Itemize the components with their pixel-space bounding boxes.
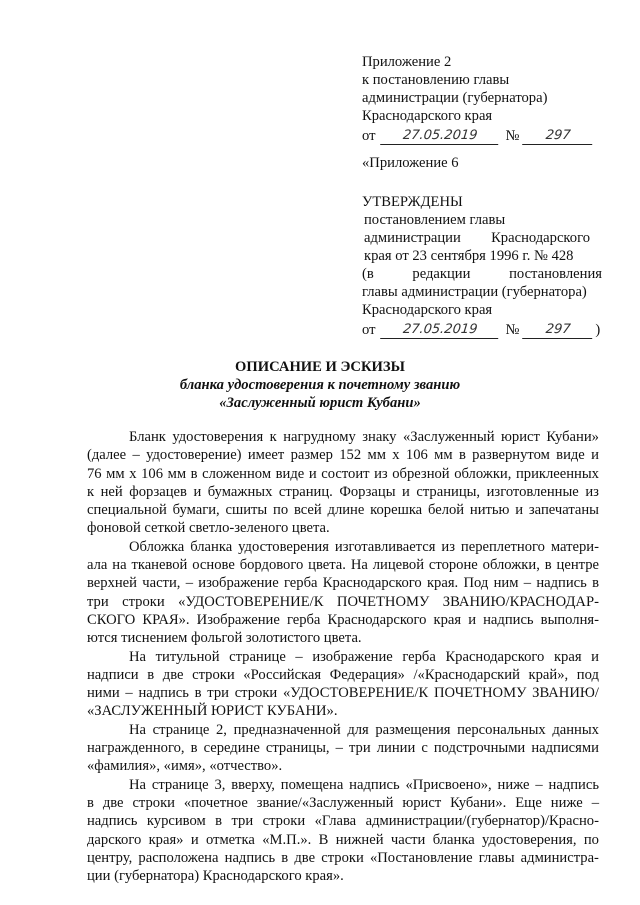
word: и <box>591 648 599 665</box>
appendix-block <box>362 53 602 145</box>
word: «УДОСТОВЕРЕНИЕ/К <box>282 685 429 702</box>
word: странице <box>151 776 209 793</box>
word: в <box>87 794 94 811</box>
word: бумажных <box>207 483 273 500</box>
word: три <box>231 813 254 830</box>
text-line <box>87 428 599 446</box>
word: три <box>349 740 371 757</box>
word: виде <box>556 447 585 464</box>
word: цвета. <box>308 557 346 574</box>
word: странице <box>152 721 210 738</box>
appendix-line: Краснодарского края <box>362 108 493 124</box>
word: из <box>585 483 599 500</box>
word: 76 <box>87 465 102 482</box>
word: 2, <box>216 721 227 738</box>
approved-line: главы администрации (губернатора) <box>362 284 587 300</box>
word: (далее <box>87 447 127 464</box>
word: – <box>535 776 543 793</box>
word: в <box>458 447 466 464</box>
word: – <box>295 648 303 665</box>
word: ними <box>87 685 120 702</box>
word: На <box>129 721 147 738</box>
word: приклеенных <box>515 465 599 482</box>
word: КРАЯ». <box>142 611 190 628</box>
word: белой <box>427 502 465 519</box>
word: дарского <box>87 831 142 848</box>
word: – <box>523 575 532 592</box>
word: 152 <box>339 447 362 464</box>
page-subtitle: бланка удостоверения к почетному званию <box>179 377 461 393</box>
word: в <box>190 465 198 482</box>
word: надпись <box>87 813 138 830</box>
word: в <box>215 813 223 830</box>
word: развернутом <box>472 447 550 464</box>
word: обложки, <box>454 465 512 482</box>
word: под <box>576 666 599 683</box>
word: бумаги, <box>172 502 220 519</box>
word: мм <box>367 447 386 464</box>
word: строки <box>192 666 235 683</box>
text-line <box>87 446 599 464</box>
close-paren: ) <box>595 322 601 338</box>
handwritten-date: 27.05.2019 <box>381 323 501 339</box>
word: строки <box>262 813 306 830</box>
word: «Присвоено», <box>405 776 492 793</box>
word: администрации/(губернатор)/Красно- <box>365 813 599 830</box>
word: надпись <box>138 685 189 702</box>
word: и <box>193 483 202 500</box>
approved-word: (в <box>362 266 374 282</box>
word: и <box>468 611 477 628</box>
word: три <box>87 593 109 610</box>
word: строки <box>321 849 364 866</box>
word: ниже <box>550 794 583 811</box>
word: сложенном <box>202 465 272 482</box>
text-line <box>87 538 599 556</box>
word: надписи <box>87 666 139 683</box>
word: по <box>273 502 289 519</box>
word: курсивом <box>146 813 206 830</box>
word: строки <box>122 593 165 610</box>
appendix-date-row <box>362 125 602 145</box>
text-line <box>87 465 599 483</box>
word: виде <box>275 465 305 482</box>
word: «Российская <box>243 666 322 683</box>
text-line <box>87 501 599 519</box>
word: администра- <box>520 849 599 866</box>
word: к <box>87 483 95 500</box>
word: удостоверение) <box>146 447 242 464</box>
approved-word: администрации <box>364 230 461 246</box>
word: удостоверения <box>172 429 264 445</box>
word: части, <box>142 575 181 592</box>
word: состоит <box>321 465 370 482</box>
text-line: «фамилия», «имя», «отчество». <box>87 758 283 775</box>
word: ЗВАНИЮ/КРАСНОДАР- <box>442 593 599 610</box>
word: ПОЧЕТНОМУ <box>336 593 430 610</box>
word: 106 <box>405 447 428 464</box>
word: размер <box>290 447 333 464</box>
word: всей <box>293 502 322 519</box>
approved-line: постановлением главы <box>364 212 506 228</box>
word: центру, <box>87 849 133 866</box>
word: «Постановление <box>369 849 473 866</box>
text-line <box>87 739 599 757</box>
word: и <box>190 831 199 848</box>
word: верхней <box>87 575 137 592</box>
word: обложки, <box>482 557 540 574</box>
word: строки <box>132 794 175 811</box>
word: герба <box>284 575 318 592</box>
word: страницы, <box>416 483 481 500</box>
word: изображение <box>312 648 393 665</box>
text-line <box>87 666 599 684</box>
text-line: фоновой сеткой светло-зеленого цвета. <box>87 520 330 537</box>
word: главы <box>478 849 515 866</box>
word: для <box>347 721 369 738</box>
word: – <box>185 575 193 592</box>
word: запечатаны <box>528 502 599 519</box>
word: имеет <box>247 447 285 464</box>
word: надпись <box>536 575 587 592</box>
word: обрезной <box>392 465 450 482</box>
word: строки <box>234 685 278 702</box>
word: ниже <box>497 776 530 793</box>
word: края <box>433 611 462 628</box>
word: х <box>392 447 400 464</box>
word: из <box>441 538 455 555</box>
word: матери- <box>550 538 599 555</box>
word: бланка <box>190 538 233 555</box>
word: титульной <box>155 648 220 665</box>
word: края. <box>426 575 459 592</box>
word: х <box>129 465 137 482</box>
word: На <box>129 648 147 665</box>
word: 3, <box>214 776 226 793</box>
word: надпись <box>483 611 534 628</box>
approved-heading: УТВЕРЖДЕНЫ <box>362 194 463 210</box>
word: с <box>421 740 428 757</box>
word: форзацев <box>129 483 187 500</box>
word: середине <box>203 740 260 757</box>
word: награжденного, <box>87 740 185 757</box>
word: части <box>390 831 426 848</box>
word: выполня- <box>540 611 599 628</box>
word: в <box>544 557 552 574</box>
word: «почетное <box>183 794 248 811</box>
word: мм <box>434 447 453 464</box>
word: и <box>308 465 317 482</box>
word: /«Краснодарский <box>413 666 520 683</box>
from-label: от <box>362 322 376 338</box>
word: длине <box>327 502 365 519</box>
word: герба <box>402 648 436 665</box>
approved-line <box>362 265 602 283</box>
word: специальной <box>87 502 167 519</box>
word: ПОЧЕТНОМУ <box>433 685 527 702</box>
paragraph-4 <box>87 721 599 776</box>
word: края <box>553 648 582 665</box>
word: и <box>591 447 599 464</box>
word: – <box>125 685 133 702</box>
word: Краснодарского <box>445 648 545 665</box>
word: – <box>132 447 140 464</box>
text-line <box>87 648 599 666</box>
word: центре <box>556 557 599 574</box>
word: сшиты <box>225 502 268 519</box>
approved-date-row <box>362 319 602 339</box>
text-line <box>87 831 599 849</box>
word: На <box>129 776 147 793</box>
word: надписями <box>531 740 599 757</box>
word: изготовленные <box>486 483 579 500</box>
number-label: № <box>505 128 520 144</box>
word: три <box>207 685 229 702</box>
word: надпись <box>548 776 599 793</box>
word: и <box>402 483 410 500</box>
word: две <box>102 794 124 811</box>
word: корешка <box>370 502 423 519</box>
word: звание/«Заслуженный <box>256 794 394 811</box>
word: нитью <box>469 502 510 519</box>
word: надпись <box>224 849 276 866</box>
word: В <box>318 831 329 848</box>
word: – <box>591 794 599 811</box>
approved-word: редакции <box>412 266 471 282</box>
paragraph-5 <box>87 776 599 886</box>
word: стороне <box>428 557 478 574</box>
text-line <box>87 776 599 794</box>
word: лицевой <box>372 557 425 574</box>
word: тканевой <box>131 557 188 574</box>
word: Федерация» <box>329 666 405 683</box>
from-label: от <box>362 128 376 144</box>
word: изготавливается <box>334 538 436 555</box>
word: нагрудному <box>283 429 356 445</box>
text-line <box>87 611 599 629</box>
word: переплетного <box>460 538 545 555</box>
text-line <box>87 593 599 611</box>
word: бланка <box>432 831 475 848</box>
word: линии <box>376 740 416 757</box>
word: 106 <box>141 465 163 482</box>
word: Кубани». <box>450 794 507 811</box>
word: к <box>269 429 277 445</box>
text-line <box>87 812 599 830</box>
handwritten-number: 297 <box>523 323 595 339</box>
word: мм <box>106 465 125 482</box>
word: «УДОСТОВЕРЕНИЕ/К <box>178 593 324 610</box>
word: края» <box>148 831 184 848</box>
word: На <box>350 557 368 574</box>
word: страниц. <box>278 483 333 500</box>
word: размещения <box>375 721 451 738</box>
handwritten-number: 297 <box>523 129 595 145</box>
word: подстрочными <box>433 740 526 757</box>
word: Обложка <box>129 538 185 555</box>
word: вверху, <box>231 776 275 793</box>
word: нижней <box>335 831 384 848</box>
word: край», <box>528 666 569 683</box>
word: в <box>147 666 155 683</box>
word: надпись <box>349 776 400 793</box>
word: ала <box>87 557 108 574</box>
word: Еще <box>515 794 542 811</box>
page-title: ОПИСАНИЕ И ЭСКИЗЫ <box>235 359 405 375</box>
word: Краснодарского <box>322 575 422 592</box>
word: ним <box>493 575 519 592</box>
word: СКОГО <box>87 611 136 628</box>
word: две <box>294 849 316 866</box>
word: и <box>515 502 524 519</box>
word: бордового <box>239 557 304 574</box>
text-line <box>87 556 599 574</box>
text-line <box>87 574 599 592</box>
appendix-line: Приложение 2 <box>362 54 452 70</box>
word: на <box>112 557 127 574</box>
paragraph-3 <box>87 648 599 721</box>
document-body <box>87 428 599 885</box>
word: страницы, <box>265 740 330 757</box>
text-line <box>87 849 599 867</box>
word: «Заслуженный <box>402 429 495 445</box>
word: расположена <box>138 849 219 866</box>
appendix-line: к постановлению главы <box>362 72 510 88</box>
appendix6-line: «Приложение 6 <box>362 155 459 171</box>
word: Краснодарского <box>327 611 427 628</box>
word: удостоверения, <box>482 831 577 848</box>
word: изображение <box>198 575 279 592</box>
word: данных <box>552 721 599 738</box>
text-line: ются тиснением фольгой золотистого цвета. <box>87 630 362 647</box>
word: «М.П.». <box>262 831 312 848</box>
text-line <box>87 483 599 501</box>
word: две <box>162 666 184 683</box>
word: юрист <box>402 794 442 811</box>
word: помещена <box>280 776 344 793</box>
approved-line: края от 23 сентября 1996 г. № 428 <box>364 248 574 264</box>
page-subtitle: «Заслуженный юрист Кубани» <box>219 395 421 411</box>
word: по <box>583 831 599 848</box>
word: – <box>335 740 343 757</box>
word: персональных <box>457 721 546 738</box>
word: юрист <box>501 429 540 445</box>
approved-word: постановления <box>509 266 602 282</box>
word: мм <box>167 465 187 482</box>
number-label: № <box>505 322 520 338</box>
word: герба <box>286 611 321 628</box>
approved-line: Краснодарского края <box>362 302 493 318</box>
word: знаку <box>362 429 397 445</box>
paragraph-1 <box>87 428 599 538</box>
word: ЗВАНИЮ/ <box>532 685 599 702</box>
text-line <box>87 794 599 812</box>
word: странице <box>229 648 286 665</box>
text-line <box>87 721 599 739</box>
word: в <box>281 849 289 866</box>
word: Форзацы <box>339 483 396 500</box>
word: Кубани» <box>546 429 599 445</box>
text-line: ции (губернатора) Краснодарского края». <box>87 868 344 885</box>
word: Под <box>463 575 489 592</box>
approved-line <box>362 229 590 247</box>
word: ней <box>100 483 123 500</box>
word: отметка <box>205 831 255 848</box>
paragraph-2 <box>87 538 599 648</box>
word: Изображение <box>196 611 280 628</box>
word: в <box>592 575 599 592</box>
word: из <box>374 465 388 482</box>
text-line: «ЗАСЛУЖЕННЫЙ ЮРИСТ КУБАНИ». <box>87 703 338 720</box>
word: в <box>194 685 202 702</box>
word: «Глава <box>314 813 357 830</box>
word: удостоверения <box>238 538 329 555</box>
appendix-line: администрации (губернатора) <box>362 90 548 106</box>
handwritten-date: 27.05.2019 <box>381 129 501 145</box>
word: основе <box>192 557 235 574</box>
word: Бланк <box>129 429 166 445</box>
text-line <box>87 684 599 702</box>
word: предназначенной <box>233 721 341 738</box>
appendix6-block <box>362 154 602 172</box>
word: в <box>190 740 198 757</box>
approved-word: Краснодарского <box>491 230 590 246</box>
approved-block <box>362 193 602 339</box>
